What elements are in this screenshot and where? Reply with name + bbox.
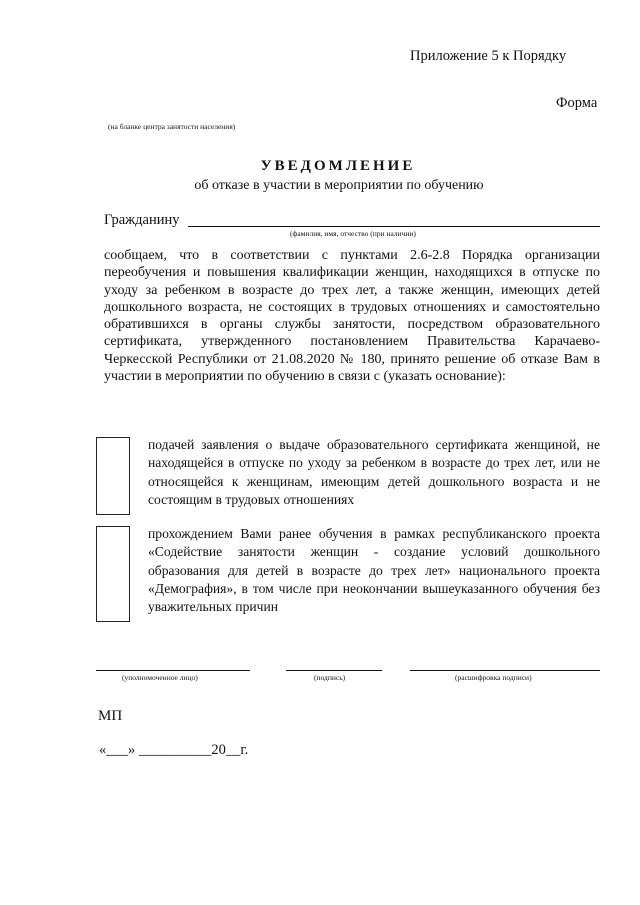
- signature-line[interactable]: [286, 670, 382, 671]
- signature-decoding-caption: (расшифровка подписи): [455, 673, 532, 682]
- recipient-label: Гражданину: [104, 212, 180, 228]
- reason-option-2-text: прохождением Вами ранее обучения в рамках республиканского проекта «Содействие занятости женщин - создание условий дошкольного образования для детей в возрасте до трех лет» национального проекта «Демография», в том числе при неокончании вышеуказанного обучения без уважительных причин: [148, 526, 600, 615]
- reason-checkbox-2[interactable]: [96, 526, 130, 622]
- reason-option-1-text: подачей заявления о выдаче образовательного сертификата женщиной, не находящейся в отпуске по уходу за ребенком в возрасте до трех лет, или не относящейся к женщинам, имеющим детей дошкольного возраста и не состоящим в трудовых отношениях: [148, 437, 600, 507]
- notice-body: сообщаем, что в соответствии с пунктами 2.6-2.8 Порядка организации переобучения и повышения квалификации женщин, находящихся в отпуске по уходу за ребенком в возрасте до трех лет, а также женщин, имеющих детей дошкольного возраста, не состоящих в трудовых отношениях и самостоятельно обратившихся в органы службы занятости, посредством образовательного сертификата, утвержденного постановлением Правительства Карачаево-Черкесской Республики от 21.08.2020 № 180, принято решение об отказе Вам в участии в мероприятии по обучению в связи с (указать основание):: [104, 248, 600, 385]
- authorized-person-line[interactable]: [96, 670, 250, 671]
- stamp-place: МП: [98, 708, 123, 724]
- recipient-name-line[interactable]: [188, 226, 600, 227]
- recipient-caption: (фамилия, имя, отчество (при наличии): [290, 229, 416, 238]
- letterhead-note: (на бланке центра занятости населения): [108, 122, 236, 131]
- authorized-person-caption: (уполномоченное лицо): [122, 673, 198, 682]
- document-title: УВЕДОМЛЕНИЕ: [260, 158, 416, 174]
- form-label: Форма: [556, 95, 598, 111]
- reason-checkbox-1[interactable]: [96, 437, 130, 515]
- appendix-reference: Приложение 5 к Порядку: [410, 48, 567, 64]
- document-subtitle: об отказе в участии в мероприятии по обучению: [194, 178, 484, 193]
- date-line: «___» __________20__г.: [99, 742, 249, 758]
- signature-decoding-line[interactable]: [410, 670, 600, 671]
- signature-caption: (подпись): [314, 673, 346, 682]
